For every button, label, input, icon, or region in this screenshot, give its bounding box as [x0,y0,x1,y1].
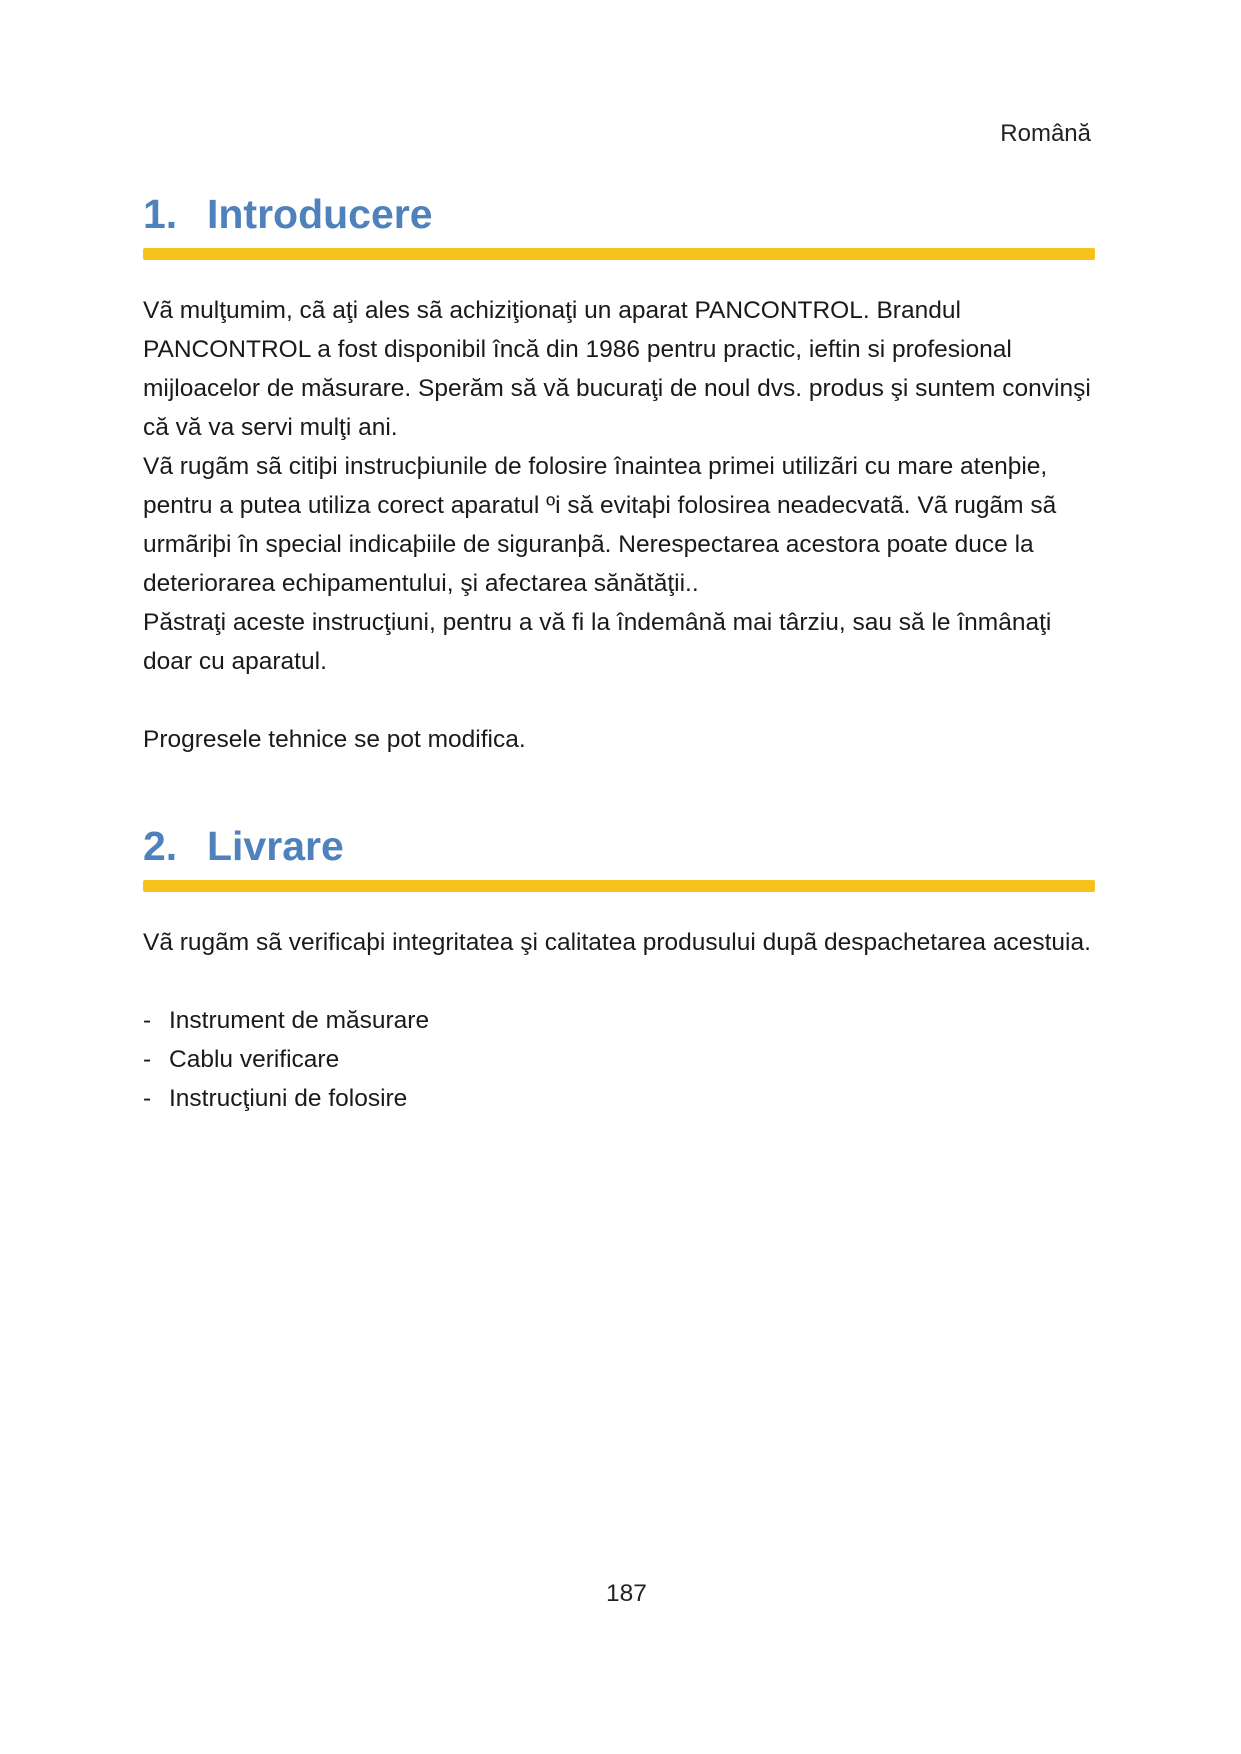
page-number: 187 [606,1580,647,1607]
section-body [143,923,1105,1118]
list-item [143,1040,1105,1079]
section-heading [143,822,1097,870]
section-title: Introducere [207,191,433,237]
section-introduction [143,190,1097,759]
section-title: Livrare [207,823,344,869]
delivery-list [143,1001,1105,1118]
list-marker: - [143,1046,152,1073]
list-marker: - [143,1085,152,1112]
heading-underline [143,248,1095,260]
paragraph: Vã rugãm sã citiþi instrucþiunile de folosire înaintea primei utilizãri cu mare atenþie, pentru a putea utiliza corect aparatul ºi să evitaþi folosirea neadecvatã. Vã rugãm sã urmãriþi în special indicaþiile de siguranþã. Nerespectarea acestora poate duce la deteriorarea echipamentului, şi afectarea sănătăţii.. [143,453,1057,597]
paragraph: Vã rugãm sã verificaþi integritatea şi calitatea produsului dupã despachetarea acestuia. [143,929,1091,956]
list-item [143,1079,1105,1118]
language-label: Română [1000,120,1091,147]
list-item [143,1001,1105,1040]
list-item-text: Instrument de măsurare [169,1007,430,1034]
section-number: 2. [143,823,178,869]
paragraph: Păstraţi aceste instrucţiuni, pentru a vă fi la îndemână mai târziu, sau să le înmânaţi doar cu aparatul. [143,609,1052,675]
paragraph: Progresele tehnice se pot modifica. [143,726,526,753]
paragraph: Vã mulţumim, cã aţi ales sã achiziţionaţi un aparat PANCONTROL. Brandul PANCONTROL a fost disponibil încă din 1986 pentru practic, ieftin si profesional mijloacelor de măsurare. Sperăm să vă bucuraţi de noul dvs. produs şi suntem convinşi că vă va servi mulţi ani. [143,297,1091,441]
section-body [143,291,1105,759]
list-item-text: Cablu verificare [169,1046,340,1073]
heading-underline [143,880,1095,892]
section-number: 1. [143,191,178,237]
section-heading [143,190,1097,238]
list-item-text: Instrucţiuni de folosire [169,1085,408,1112]
section-delivery [143,822,1097,1118]
list-marker: - [143,1007,152,1034]
